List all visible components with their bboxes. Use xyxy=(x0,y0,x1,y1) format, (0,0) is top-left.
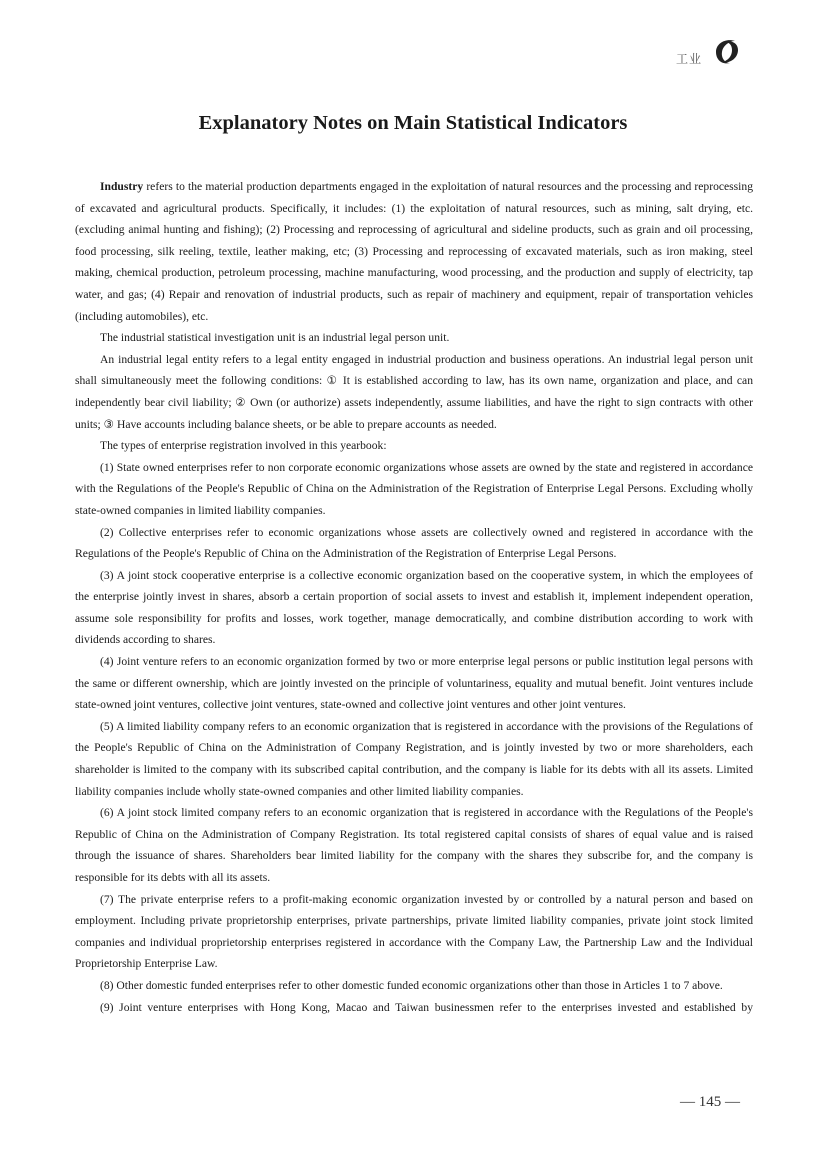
document-body xyxy=(75,176,753,1018)
paragraph-joint-venture: (4) Joint venture refers to an economic organization formed by two or more enterprise legal persons or public institution legal persons with the same or different ownership, which are jointly invested on the principle of voluntariness, equality and mutual benefit. Joint ventures include state-owned joint ventures, collective joint ventures, state-owned and collective joint ventures and other joint ventures. xyxy=(75,655,753,712)
paragraph-registration-types: The types of enterprise registration involved in this yearbook: xyxy=(100,439,387,453)
paragraph-text: refers to the material production departments engaged in the exploitation of natural resources and the processing and reprocessing of excavated and agricultural products. Specifically, it includes: (1) the exploitation of natural resources, such as mining, salt drying, etc. (excluding animal hunting and fishing); (2) Processing and reprocessing of agricultural and sideline products, such as grain and oil processing, food processing, silk reeling, textile, leather making, etc; (3) Processing and reprocessing of excavated materials, such as iron making, steel making, chemical production, petroleum processing, machine manufacturing, wood processing, and the production and supply of electricity, tap water, and gas; (4) Repair and renovation of industrial products, such as repair of machinery and equipment, repair of transportation vehicles (including automobiles), etc. xyxy=(75,180,753,323)
paragraph-joint-stock-limited: (6) A joint stock limited company refers to an economic organization that is registered in accordance with the Regulations of the People's Republic of China on the Administration of Company Registration. Its total registered capital consists of shares of equal value and is raised through the issuance of shares. Shareholders bear limited liability for the company with the shares they subscribe for, and the company is responsible for its debts with all its assets. xyxy=(75,806,753,884)
paragraph-hk-macao-taiwan: (9) Joint venture enterprises with Hong Kong, Macao and Taiwan businessmen refer to the enterprises invested and established by xyxy=(100,1000,753,1014)
paragraph-other-domestic: (8) Other domestic funded enterprises refer to other domestic funded economic organizations other than those in Articles 1 to 7 above. xyxy=(100,978,723,992)
paragraph-legal-entity: An industrial legal entity refers to a legal entity engaged in industrial production and business operations. An industrial legal person unit shall simultaneously meet the following conditions: ① It is established according to law, has its own name, organization and place, and can independently bear civil liability; ② Own (or authorize) assets independently, assume liabilities, and have the right to sign contracts with other units; ③ Have accounts including balance sheets, or be able to prepare accounts as needed. xyxy=(75,352,753,431)
paragraph-limited-liability: (5) A limited liability company refers to an economic organization that is registered in accordance with the provisions of the Regulations of the People's Republic of China on the Administration of Company Registration, and is jointly invested by two or more shareholders, each shareholder is limited to the company with its subscribed capital contribution, and the company is liable for its debts with all its assets. Limited liability companies include wholly state-owned companies and other limited liability companies. xyxy=(75,719,753,798)
yearbook-logo-icon xyxy=(710,36,744,66)
term-industry: Industry xyxy=(100,180,144,193)
page-title: Explanatory Notes on Main Statistical Indicators xyxy=(198,112,628,134)
paragraph-collective: (2) Collective enterprises refer to economic organizations whose assets are collectively owned and registered in accordance with the Regulations of the People's Republic of China on the Administration of the Registration of Enterprise Legal Persons. xyxy=(75,525,753,561)
paragraph-private-enterprise: (7) The private enterprise refers to a profit-making economic organization invested by or controlled by a natural person and based on employment. Including private proprietorship enterprises, private partnerships, private limited liability companies, private joint stock limited companies and individual proprietorship enterprises registered in accordance with the Company Law, the Partnership Law and the Individual Proprietorship Enterprise Law. xyxy=(75,892,753,971)
paragraph-joint-stock-cooperative: (3) A joint stock cooperative enterprise is a collective economic organization based on the cooperative system, in which the employees of the enterprise jointly invest in shares, absorb a certain proportion of social assets to invest and establish it, implement independent operation, assume sole responsibility for profits and losses, work together, manage democratically, and combine distribution according to work with dividends according to shares. xyxy=(75,568,753,647)
paragraph-state-owned: (1) State owned enterprises refer to non corporate economic organizations whose assets are owned by the state and registered in accordance with the Regulations of the People's Republic of China on the Administration of the Registration of Enterprise Legal Persons. Excluding wholly state-owned companies in limited liability companies. xyxy=(75,460,753,517)
section-label: 工业 xyxy=(676,52,703,66)
paragraph-investigation-unit: The industrial statistical investigation unit is an industrial legal person unit. xyxy=(100,331,450,345)
page-number: — 145 — xyxy=(680,1094,740,1110)
paragraph-industry xyxy=(75,176,753,327)
